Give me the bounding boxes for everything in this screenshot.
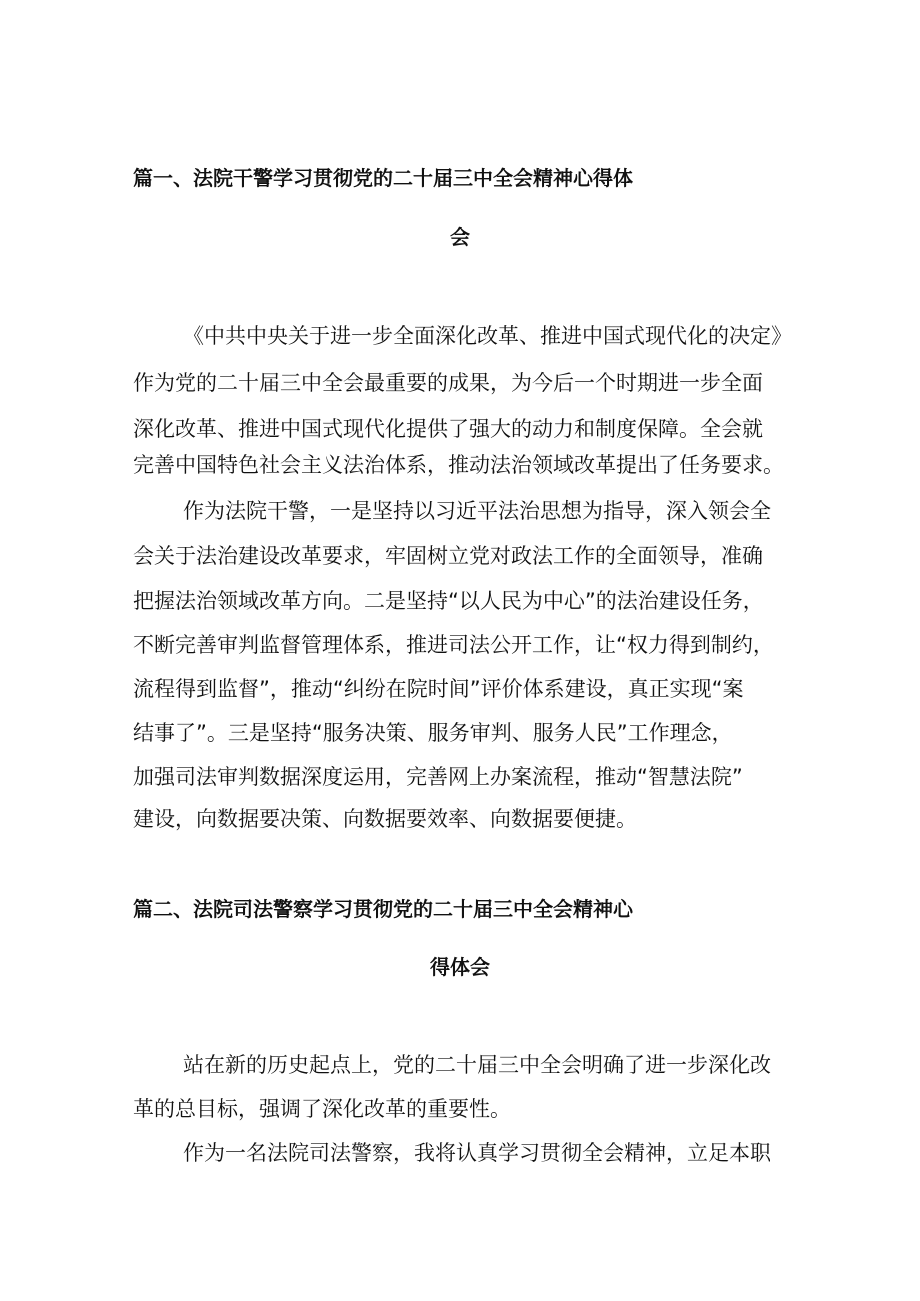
- article1-para2-line: 结事了”。三是坚持“服务决策、服务审判、服务人民”工作理念，: [133, 721, 733, 745]
- article1-para1-line: 作为党的二十届三中全会最重要的成果，为今后一个时期进一步全面: [133, 371, 763, 395]
- article1-para1-line: 《中共中央关于进一步全面深化改革、推进中国式现代化的决定》: [183, 324, 792, 348]
- article1-para2-line: 作为法院干警，一是坚持以习近平法治思想为指导，深入领会全: [183, 499, 771, 523]
- article1-title-line2: 会: [450, 225, 470, 249]
- article1-para1-line: 深化改革、推进中国式现代化提供了强大的动力和制度保障。全会就: [133, 417, 763, 441]
- article1-para2-line: 流程得到监督”，推动“纠纷在院时间”评价体系建设，真正实现“案: [133, 677, 744, 701]
- article1-para2-line: 把握法治领域改革方向。二是坚持“以人民为中心”的法治建设任务，: [133, 589, 764, 613]
- article1-para1-line: 完善中国特色社会主义法治体系，推动法治领域改革提出了任务要求。: [133, 453, 784, 477]
- article1-para2-line: 会关于法治建设改革要求，牢固树立党对政法工作的全面领导，准确: [133, 544, 763, 568]
- article2-title-line2: 得体会: [430, 955, 490, 979]
- article2-para1-line: 革的总目标，强调了深化改革的重要性。: [133, 1097, 511, 1121]
- article2-para2-line: 作为一名法院司法警察，我将认真学习贯彻全会精神，立足本职: [183, 1141, 771, 1165]
- article2-para1-line: 站在新的历史起点上，党的二十届三中全会明确了进一步深化改: [183, 1053, 771, 1077]
- article2-title-line1: 篇二、法院司法警察学习贯彻党的二十届三中全会精神心: [133, 897, 633, 921]
- article1-para2-line: 不断完善审判监督管理体系，推进司法公开工作，让“权力得到制约，: [133, 633, 774, 657]
- article1-para2-line: 加强司法审判数据深度运用，完善网上办案流程，推动“智慧法院”: [133, 765, 743, 789]
- article1-para2-line: 建设，向数据要决策、向数据要效率、向数据要便捷。: [133, 807, 637, 831]
- article1-title-line1: 篇一、法院干警学习贯彻党的二十届三中全会精神心得体: [133, 166, 633, 190]
